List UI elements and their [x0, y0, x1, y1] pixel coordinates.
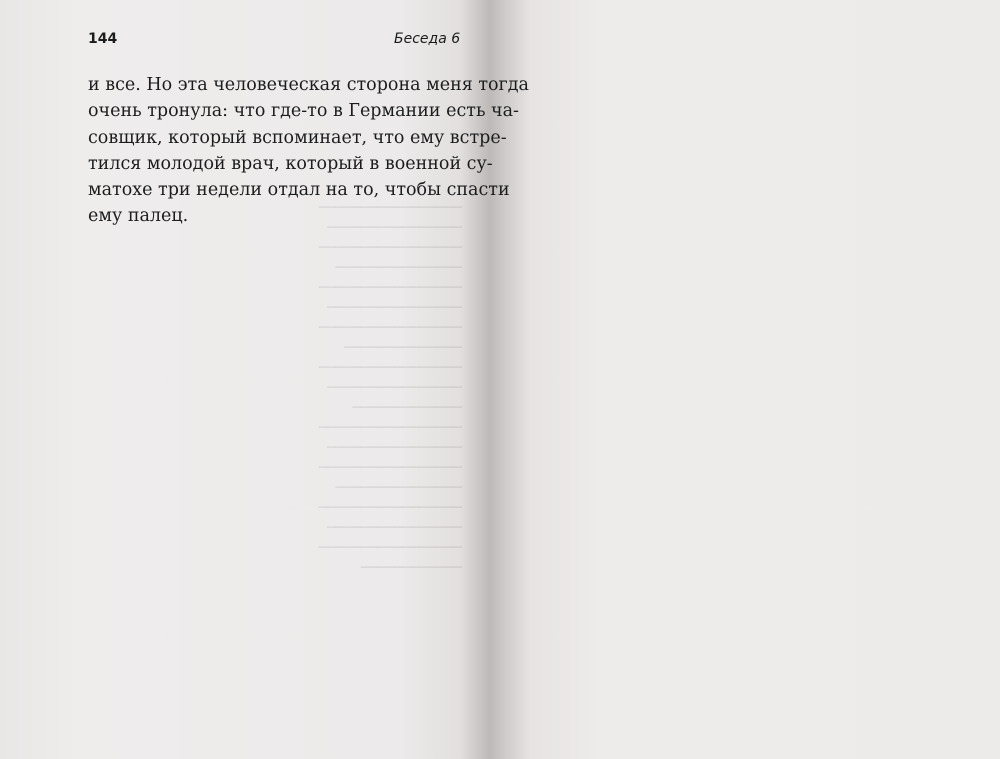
- text-line: тился молодой врач, который в военной су-: [88, 153, 493, 174]
- text-line: очень тронула: что где-то в Германии есть ча-: [88, 101, 519, 122]
- text-line: и все. Но эта человеческая сторона меня тогда: [88, 75, 529, 95]
- right-page: [505, 0, 1000, 759]
- text-line: ему палец.: [88, 206, 189, 227]
- page-number: 144: [88, 31, 118, 47]
- left-body-text: [88, 72, 529, 230]
- text-line: совщик, который вспоминает, что ему встре-: [88, 127, 507, 148]
- show-through-texture: ───────────────── ──────────────── ───────────────── ─────────────── ───────────────── ──────────────── ───────────────── ────────────── ───────────────── ──────────────── ───────────── ───────────────── ──────────────── ───────────────── ─────────────── ───────────────── ──────────────── ───────────────── ────────────: [318, 200, 462, 576]
- text-line: матохе три недели отдал на то, чтобы спасти: [88, 180, 510, 201]
- running-head: Беседа 6: [394, 31, 461, 47]
